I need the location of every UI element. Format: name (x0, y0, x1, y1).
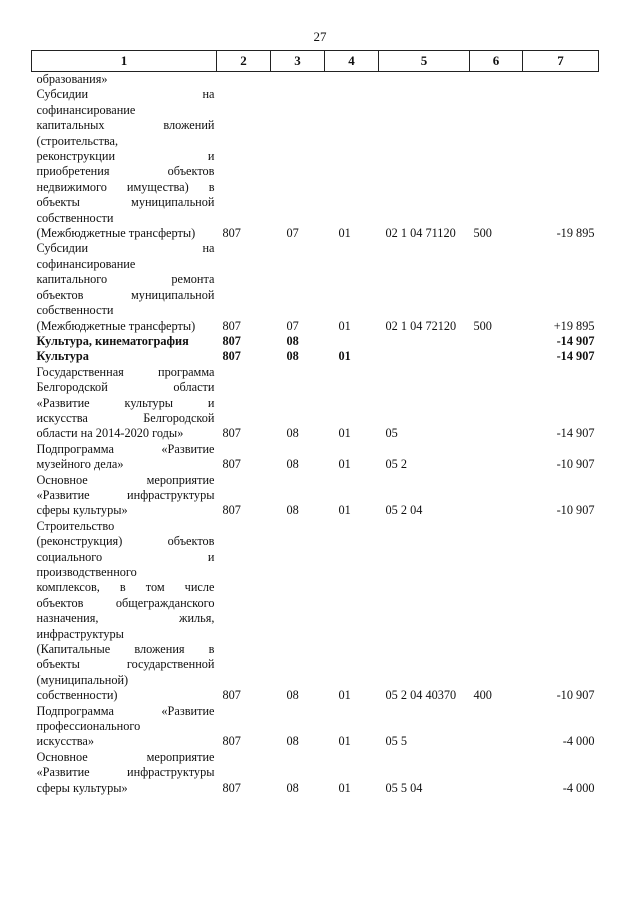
description-line: (строительства, (36, 133, 119, 148)
table-row (32, 334, 599, 349)
row-ministry-code (217, 72, 271, 88)
description-line: искусства» (36, 734, 95, 749)
row-ministry-code: 807 (222, 333, 241, 348)
row-amount: -19 895 (556, 226, 595, 241)
description-line: социального и (36, 549, 215, 564)
row-target-code (379, 334, 470, 349)
description-line: объектов муниципальной (36, 287, 215, 302)
table-row (32, 704, 599, 750)
row-subsection-code: 01 (338, 734, 351, 749)
row-description (32, 334, 217, 349)
row-section-code: 08 (286, 503, 299, 518)
table-row (32, 473, 599, 519)
header-row (32, 51, 599, 72)
description-line: Субсидии на (36, 87, 215, 102)
description-line: капитального ремонта (36, 272, 215, 287)
row-amount: +19 895 (553, 318, 595, 333)
row-amount: -14 907 (556, 349, 595, 364)
description-line: «Развитие инфраструктуры (36, 487, 215, 502)
row-section-code: 08 (286, 688, 299, 703)
description-line: объектов общегражданского (36, 595, 215, 610)
row-ministry-code: 807 (222, 226, 241, 241)
row-subsection-code (325, 72, 379, 88)
row-section-code: 08 (286, 780, 299, 795)
header-col-2: 2 (217, 51, 271, 72)
row-target-code: 05 2 04 40370 (385, 688, 457, 703)
row-subsection-code: 01 (338, 688, 351, 703)
description-line: искусства Белгородской (36, 410, 215, 425)
table-row (32, 87, 599, 241)
description-line: собственности (36, 303, 114, 318)
header-col-6: 6 (470, 51, 523, 72)
description-line: собственности (36, 210, 114, 225)
row-target-code: 05 5 04 (385, 780, 423, 795)
row-ministry-code: 807 (222, 457, 241, 472)
row-subsection-code: 01 (338, 226, 351, 241)
description-line: капитальных вложений (36, 118, 215, 133)
row-section-code: 08 (286, 426, 299, 441)
description-line: инфраструктуры (36, 626, 124, 641)
description-line: профессионального (36, 719, 141, 734)
row-section-code (271, 72, 325, 88)
row-expense-type (470, 442, 523, 473)
row-ministry-code: 807 (222, 426, 241, 441)
table-body (32, 72, 599, 797)
row-description (32, 750, 217, 796)
description-line: музейного дела» (36, 457, 124, 472)
row-amount: -4 000 (562, 734, 595, 749)
row-subsection-code: 01 (338, 349, 351, 364)
description-line: софинансирование (36, 102, 136, 117)
description-line: объекты государственной (36, 657, 215, 672)
row-description (32, 72, 217, 88)
row-description (32, 241, 217, 333)
row-expense-type (470, 365, 523, 442)
table-row (32, 519, 599, 704)
description-line: «Развитие культуры и (36, 395, 215, 410)
description-line: образования» (36, 72, 108, 86)
description-line: софинансирование (36, 256, 136, 271)
description-line: сферы культуры» (36, 780, 128, 795)
table-row (32, 349, 599, 364)
header-col-1: 1 (32, 51, 217, 72)
row-section-code: 08 (286, 457, 299, 472)
row-description (32, 87, 217, 241)
row-ministry-code: 807 (222, 318, 241, 333)
row-description (32, 473, 217, 519)
description-line: (Межбюджетные трансферты) (36, 318, 196, 333)
row-expense-type: 500 (473, 318, 492, 333)
description-line: (реконструкция) объектов (36, 534, 215, 549)
header-col-7: 7 (523, 51, 599, 72)
row-subsection-code: 01 (338, 426, 351, 441)
row-section-code: 08 (286, 734, 299, 749)
description-line: «Развитие инфраструктуры (36, 765, 215, 780)
description-line: объекты муниципальной (36, 195, 215, 210)
table-row (32, 72, 599, 88)
description-line: приобретения объектов (36, 164, 215, 179)
row-ministry-code: 807 (222, 780, 241, 795)
description-line: Субсидии на (36, 241, 215, 256)
row-expense-type (470, 750, 523, 796)
row-ministry-code: 807 (222, 734, 241, 749)
row-ministry-code: 807 (222, 349, 241, 364)
row-description (32, 704, 217, 750)
row-section-code: 07 (286, 318, 299, 333)
table-row (32, 365, 599, 442)
row-expense-type: 500 (473, 226, 492, 241)
row-expense-type (470, 334, 523, 349)
description-line: Строительство (36, 518, 115, 533)
description-line: Основное мероприятие (36, 472, 215, 487)
row-expense-type (470, 473, 523, 519)
row-section-code: 08 (286, 349, 299, 364)
row-target-code (379, 349, 470, 364)
row-ministry-code: 807 (222, 688, 241, 703)
row-expense-type (470, 704, 523, 750)
row-target-code: 05 2 04 (385, 503, 423, 518)
row-amount: -4 000 (562, 780, 595, 795)
row-amount: -14 907 (556, 426, 595, 441)
description-line: Культура (36, 349, 89, 364)
table-row (32, 241, 599, 333)
row-section-code: 07 (286, 226, 299, 241)
row-expense-type: 400 (473, 688, 492, 703)
row-target-code: 05 2 (385, 457, 408, 472)
row-target-code (379, 72, 470, 88)
row-amount: -10 907 (556, 688, 595, 703)
description-line: Подпрограмма «Развитие (36, 441, 215, 456)
description-line: Подпрограмма «Развитие (36, 703, 215, 718)
row-subsection-code (325, 334, 379, 349)
description-line: назначения, жилья, (36, 611, 215, 626)
description-line: (муниципальной) (36, 672, 129, 687)
row-amount (523, 72, 599, 88)
row-subsection-code: 01 (338, 780, 351, 795)
description-line: Основное мероприятие (36, 749, 215, 764)
row-target-code: 02 1 04 72120 (385, 318, 457, 333)
description-line: Белгородской области (36, 380, 215, 395)
row-target-code: 02 1 04 71120 (385, 226, 456, 241)
row-section-code: 08 (286, 333, 299, 348)
description-line: реконструкции и (36, 149, 215, 164)
row-amount: -10 907 (556, 457, 595, 472)
description-line: области на 2014-2020 годы» (36, 426, 184, 441)
budget-table (31, 50, 599, 796)
row-ministry-code: 807 (222, 503, 241, 518)
row-expense-type (470, 72, 523, 88)
row-subsection-code: 01 (338, 318, 351, 333)
description-line: производственного (36, 565, 137, 579)
table-row (32, 442, 599, 473)
description-line: (Межбюджетные трансферты) (36, 226, 196, 241)
row-amount: -10 907 (556, 503, 595, 518)
description-line: комплексов, в том числе (36, 580, 215, 595)
row-description (32, 365, 217, 442)
row-amount: -14 907 (556, 333, 595, 348)
header-col-3: 3 (271, 51, 325, 72)
row-subsection-code: 01 (338, 503, 351, 518)
row-description (32, 519, 217, 704)
description-line: сферы культуры» (36, 503, 128, 518)
description-line: собственности) (36, 688, 118, 703)
description-line: Культура, кинематография (36, 333, 189, 348)
row-description (32, 442, 217, 473)
header-col-4: 4 (325, 51, 379, 72)
table-row (32, 750, 599, 796)
row-target-code: 05 (385, 426, 398, 441)
description-line: недвижимого имущества) в (36, 179, 215, 194)
row-description (32, 349, 217, 364)
header-col-5: 5 (379, 51, 470, 72)
page-number: 27 (313, 29, 327, 44)
description-line: Государственная программа (36, 364, 215, 379)
row-subsection-code: 01 (338, 457, 351, 472)
row-target-code: 05 5 (385, 734, 408, 749)
description-line: (Капитальные вложения в (36, 642, 215, 657)
row-expense-type (470, 349, 523, 364)
